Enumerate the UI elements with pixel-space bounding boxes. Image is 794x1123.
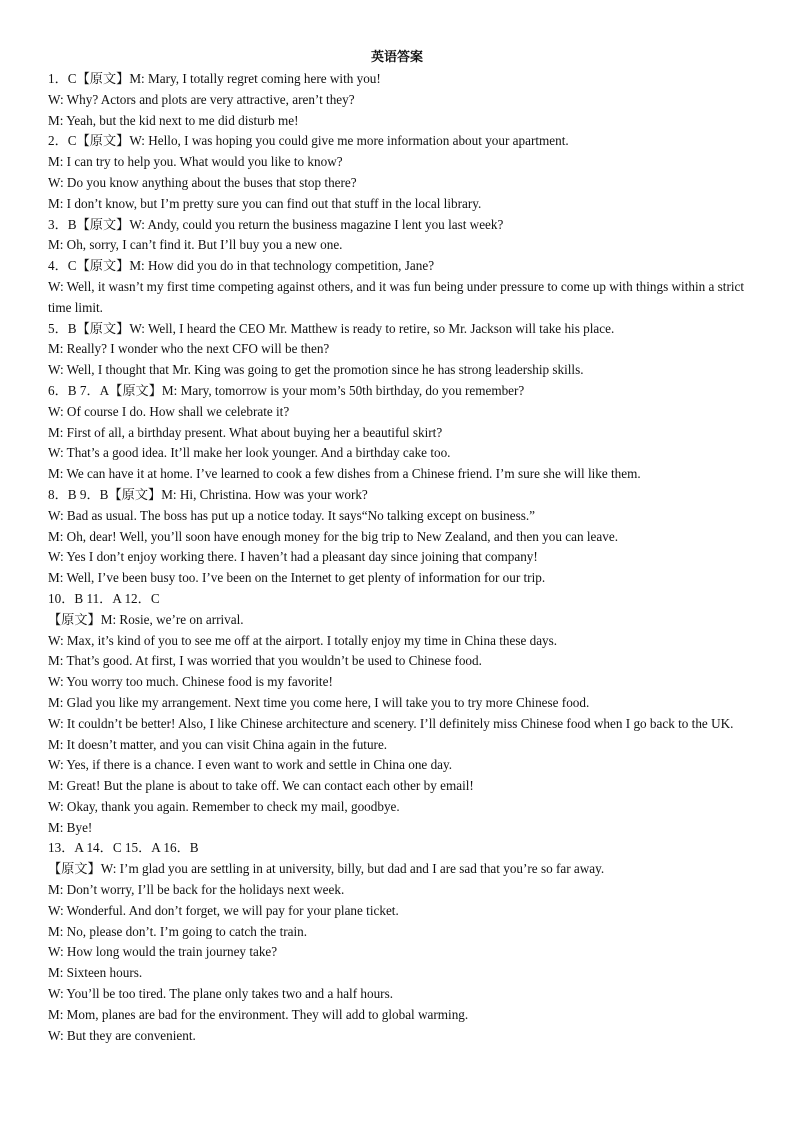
text-line: W: Yes, if there is a chance. I even want to work and settle in China one day. [48,757,453,773]
text-line: M: No, please don’t. I’m going to catch the train. [48,923,308,939]
text-line: W: You’ll be too tired. The plane only takes two and a half hours. [48,986,394,1002]
text-line: 6．B 7．A【原文】M: Mary, tomorrow is your mom’s 50th birthday, do you remember? [48,382,525,398]
text-line: 1．C【原文】M: Mary, I totally regret coming here with you! [48,71,381,86]
answer-body [48,69,750,1046]
text-line: 【原文】M: Rosie, we’re on arrival. [48,611,244,627]
text-line: W: But they are convenient. [48,1027,196,1043]
text-line: M: Don’t worry, I’ll be back for the holidays next week. [48,882,345,898]
text-line: W: Wonderful. And don’t forget, we will pay for your plane ticket. [48,902,399,918]
text-line: W: Do you know anything about the buses that stop there? [48,174,357,190]
text-line: W: You worry too much. Chinese food is my favorite! [48,674,333,690]
text-line: M: Yeah, but the kid next to me did disturb me! [48,112,299,128]
text-line: W: Well, I thought that Mr. King was going to get the promotion since he has strong leadership skills. [48,362,584,378]
text-line: M: That’s good. At first, I was worried that you wouldn’t be used to Chinese food. [48,653,482,669]
text-line: M: I don’t know, but I’m pretty sure you can find out that stuff in the local library. [48,195,482,211]
text-line: W: Well, it wasn’t my first time competing against others, and it was fun being under pressure to come up with things within a strict time limit. [48,278,745,315]
text-line: W: How long would the train journey take? [48,944,278,960]
text-line: W: Of course I do. How shall we celebrate it? [48,403,290,419]
text-line: W: Max, it’s kind of you to see me off at the airport. I totally enjoy my time in China these days. [48,632,558,648]
text-line: M: Oh, dear! Well, you’ll soon have enough money for the big trip to New Zealand, and then you can leave. [48,528,618,544]
text-line: M: Really? I wonder who the next CFO will be then? [48,341,330,357]
text-line: 13．A 14．C 15．A 16．B [48,840,199,856]
text-line: M: Great! But the plane is about to take off. We can contact each other by email! [48,778,474,794]
text-line: W: It couldn’t be better! Also, I like Chinese architecture and scenery. I’ll definitely miss Chinese food when I go back to the UK. [48,715,734,731]
text-line: W: Why? Actors and plots are very attractive, aren’t they? [48,91,355,107]
text-line: 10．B 11．A 12．C [48,590,160,606]
text-line: M: We can have it at home. I’ve learned to cook a few dishes from a Chinese friend. I’m sure she will like them. [48,466,641,482]
text-line: M: It doesn’t matter, and you can visit China again in the future. [48,736,388,752]
text-line: M: Oh, sorry, I can’t find it. But I’ll buy you a new one. [48,237,343,253]
text-line: W: Okay, thank you again. Remember to check my mail, goodbye. [48,798,400,814]
text-line: M: Mom, planes are bad for the environment. They will add to global warming. [48,1006,469,1022]
text-line: W: That’s a good idea. It’ll make her look younger. And a birthday cake too. [48,445,451,461]
text-line: 3．B【原文】W: Andy, could you return the business magazine I lent you last week? [48,216,504,232]
text-line: W: Bad as usual. The boss has put up a notice today. It says“No talking except on business.” [48,507,535,523]
text-line: 4．C【原文】M: How did you do in that technology competition, Jane? [48,258,435,274]
text-line: M: Bye! [48,819,93,835]
text-line: M: First of all, a birthday present. What about buying her a beautiful skirt? [48,424,443,440]
text-line: M: Well, I’ve been busy too. I’ve been on the Internet to get plenty of information for our trip. [48,570,546,586]
page-title: 英语答案 [370,50,423,65]
text-line: W: Yes I don’t enjoy working there. I haven’t had a pleasant day since joining that company! [48,549,538,565]
text-line: M: I can try to help you. What would you like to know? [48,154,343,170]
text-line: 5．B【原文】W: Well, I heard the CEO Mr. Matthew is ready to retire, so Mr. Jackson will take his place. [48,320,615,336]
text-line: 2．C【原文】W: Hello, I was hoping you could give me more information about your apartment. [48,133,569,149]
text-line: M: Sixteen hours. [48,965,143,981]
text-line: 8．B 9．B【原文】M: Hi, Christina. How was your work? [48,486,368,502]
text-line: M: Glad you like my arrangement. Next time you come here, I will take you to try more Chinese food. [48,694,590,710]
text-line: 【原文】W: I’m glad you are settling in at university, billy, but dad and I are sad that you’re so far away. [48,861,605,877]
